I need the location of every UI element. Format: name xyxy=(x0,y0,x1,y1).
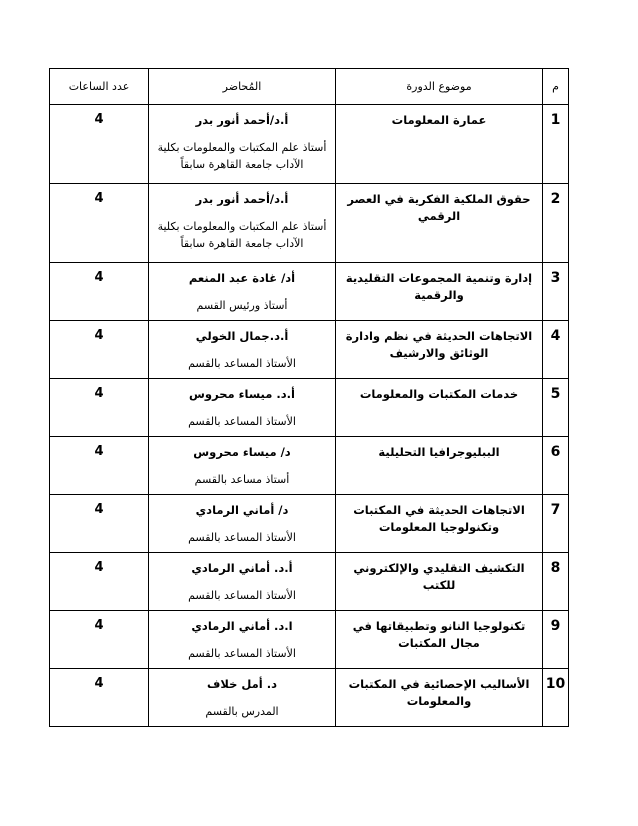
lecturer-name: أ.د. أماني الرمادي xyxy=(191,561,293,575)
row-number: 6 xyxy=(543,437,569,495)
course-hours: 4 xyxy=(50,495,149,553)
table-row xyxy=(50,553,569,611)
lecturer-name: ا.د. أماني الرمادي xyxy=(191,619,293,633)
course-hours: 4 xyxy=(50,379,149,437)
row-number: 7 xyxy=(543,495,569,553)
course-topic: الأساليب الإحصائية في المكتبات والمعلومات xyxy=(336,669,543,727)
course-topic: خدمات المكتبات والمعلومات xyxy=(336,379,543,437)
course-hours: 4 xyxy=(50,437,149,495)
table-row xyxy=(50,611,569,669)
table-row xyxy=(50,669,569,727)
lecturer-name: د/ أماني الرمادي xyxy=(195,503,289,517)
lecturer-cell xyxy=(149,379,336,437)
course-hours: 4 xyxy=(50,105,149,184)
lecturer-title: أستاذ علم المكتبات والمعلومات بكلية الآداب جامعة القاهرة سابقاً xyxy=(157,220,327,250)
row-number: 9 xyxy=(543,611,569,669)
row-number: 5 xyxy=(543,379,569,437)
lecturer-cell xyxy=(149,669,336,727)
row-number: 3 xyxy=(543,263,569,321)
lecturer-cell xyxy=(149,611,336,669)
table-row xyxy=(50,263,569,321)
course-hours: 4 xyxy=(50,611,149,669)
header-topic: موضوع الدورة xyxy=(336,69,543,105)
lecturer-name: أ.د/أحمد أنور بدر xyxy=(195,192,289,206)
lecturer-title: المدرس بالقسم xyxy=(205,705,279,718)
row-number: 4 xyxy=(543,321,569,379)
lecturer-title: الأستاذ المساعد بالقسم xyxy=(188,415,296,428)
course-topic: حقوق الملكية الفكرية في العصر الرقمي xyxy=(336,184,543,263)
table-row xyxy=(50,105,569,184)
course-topic: تكنولوجيا النانو وتطبيقاتها في مجال المكتبات xyxy=(336,611,543,669)
lecturer-title: أستاذ مساعد بالقسم xyxy=(194,473,290,486)
course-hours: 4 xyxy=(50,553,149,611)
course-hours: 4 xyxy=(50,321,149,379)
lecturer-name: د/ ميساء محروس xyxy=(193,445,291,459)
lecturer-cell xyxy=(149,553,336,611)
lecturer-title: أستاذ علم المكتبات والمعلومات بكلية الآداب جامعة القاهرة سابقاً xyxy=(157,141,327,171)
course-hours: 4 xyxy=(50,184,149,263)
lecturer-name: د. أمل خلاف xyxy=(207,677,277,691)
header-lecturer: المُحاضر xyxy=(149,69,336,105)
course-hours: 4 xyxy=(50,263,149,321)
course-hours: 4 xyxy=(50,669,149,727)
courses-table xyxy=(49,68,569,727)
table-header-row xyxy=(50,69,569,105)
row-number: 2 xyxy=(543,184,569,263)
row-number: 10 xyxy=(543,669,569,727)
row-number: 1 xyxy=(543,105,569,184)
lecturer-name: أ.د/أحمد أنور بدر xyxy=(195,113,289,127)
lecturer-cell xyxy=(149,184,336,263)
lecturer-title: الأستاذ المساعد بالقسم xyxy=(188,647,296,660)
course-topic: الببليوجرافيا التحليلية xyxy=(336,437,543,495)
course-topic: الاتجاهات الحديثة في المكتبات وتكنولوجيا المعلومات xyxy=(336,495,543,553)
row-number: 8 xyxy=(543,553,569,611)
table-row xyxy=(50,184,569,263)
lecturer-name: أ.د.جمال الخولي xyxy=(195,329,289,343)
lecturer-cell xyxy=(149,495,336,553)
table-row xyxy=(50,379,569,437)
lecturer-cell xyxy=(149,437,336,495)
lecturer-title: الأستاذ المساعد بالقسم xyxy=(188,357,296,370)
header-num: م xyxy=(543,69,569,105)
lecturer-name: أ.د. ميساء محروس xyxy=(189,387,295,401)
lecturer-title: الأستاذ المساعد بالقسم xyxy=(188,589,296,602)
table-row xyxy=(50,321,569,379)
lecturer-title: أستاذ ورئيس القسم xyxy=(196,299,288,312)
table-row xyxy=(50,495,569,553)
course-topic: إدارة وتنمية المجموعات التقليدية والرقمية xyxy=(336,263,543,321)
lecturer-cell xyxy=(149,105,336,184)
lecturer-name: أد/ غادة عبد المنعم xyxy=(188,271,296,285)
course-topic: الاتجاهات الحديثة في نظم وادارة الوثائق والارشيف xyxy=(336,321,543,379)
course-topic: عمارة المعلومات xyxy=(336,105,543,184)
course-topic: التكشيف التقليدي والإلكتروني للكتب xyxy=(336,553,543,611)
table-row xyxy=(50,437,569,495)
lecturer-cell xyxy=(149,263,336,321)
lecturer-title: الأستاذ المساعد بالقسم xyxy=(188,531,296,544)
lecturer-cell xyxy=(149,321,336,379)
header-hours: عدد الساعات xyxy=(50,69,149,105)
